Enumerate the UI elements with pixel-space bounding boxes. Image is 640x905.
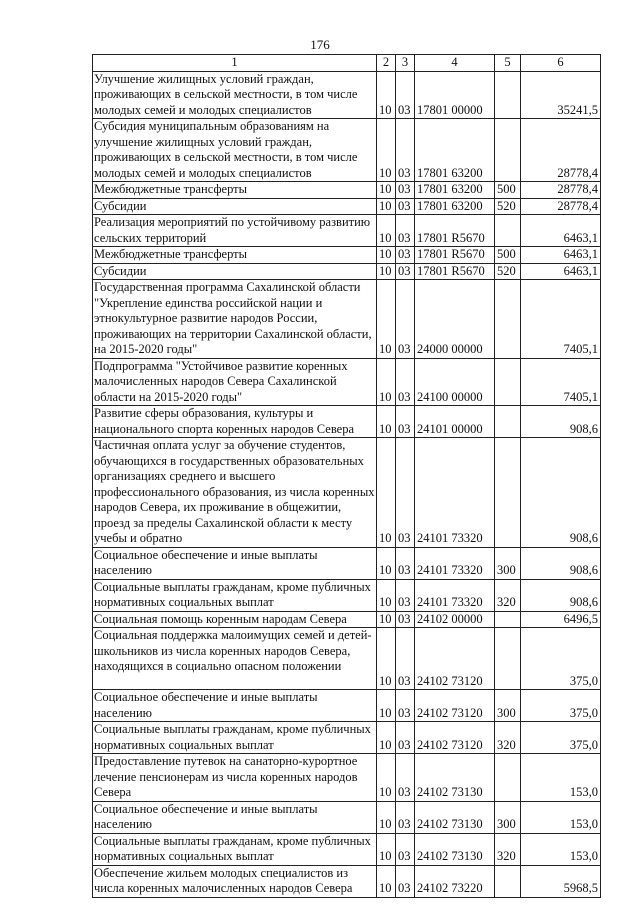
row-expense-type: 320	[495, 579, 521, 611]
row-amount: 35241,5	[521, 71, 601, 119]
row-amount: 28778,4	[521, 119, 601, 182]
row-subsection: 03	[396, 438, 415, 548]
row-subsection: 03	[396, 722, 415, 754]
table-row	[93, 71, 601, 119]
table-row	[93, 865, 601, 897]
row-subsection: 03	[396, 119, 415, 182]
row-target-article: 24102 73220	[415, 865, 495, 897]
row-subsection: 03	[396, 280, 415, 359]
row-section: 10	[377, 722, 396, 754]
row-target-article: 24101 73320	[415, 547, 495, 579]
row-subsection: 03	[396, 690, 415, 722]
row-name: Субсидия муниципальным образованиям на улучшение жилищных условий граждан, проживающих в сельской местности, в том числе молодых семей и молодых специалистов	[93, 119, 377, 182]
row-target-article: 17801 R5670	[415, 215, 495, 247]
row-target-article: 24102 73130	[415, 754, 495, 802]
row-section: 10	[377, 801, 396, 833]
row-subsection: 03	[396, 865, 415, 897]
row-name: Социальное обеспечение и иные выплаты населению	[93, 547, 377, 579]
column-header: 6	[521, 55, 601, 72]
row-name: Реализация мероприятий по устойчивому развитию сельских территорий	[93, 215, 377, 247]
row-name: Социальные выплаты гражданам, кроме публичных нормативных социальных выплат	[93, 579, 377, 611]
row-amount: 153,0	[521, 754, 601, 802]
table-row	[93, 801, 601, 833]
row-subsection: 03	[396, 182, 415, 199]
table-row	[93, 628, 601, 690]
row-subsection: 03	[396, 215, 415, 247]
row-target-article: 24100 00000	[415, 358, 495, 406]
row-name: Социальная помощь коренным народам Севера	[93, 611, 377, 628]
row-name: Социальное обеспечение и иные выплаты населению	[93, 690, 377, 722]
row-expense-type	[495, 611, 521, 628]
row-expense-type	[495, 119, 521, 182]
row-section: 10	[377, 690, 396, 722]
row-expense-type	[495, 358, 521, 406]
row-section: 10	[377, 198, 396, 215]
table-row	[93, 406, 601, 438]
row-subsection: 03	[396, 247, 415, 264]
column-header: 3	[396, 55, 415, 72]
table-row	[93, 247, 601, 264]
row-expense-type: 520	[495, 198, 521, 215]
row-name: Частичная оплата услуг за обучение студентов, обучающихся в государственных образовательных организациях среднего и высшего профессионального образования, из числа коренных народов Севера, их проживание в общежитии, проезд за пределы Сахалинской области к месту учебы и обратно	[94, 438, 375, 545]
table-row	[93, 280, 601, 359]
row-target-article: 24102 00000	[415, 611, 495, 628]
row-subsection: 03	[396, 406, 415, 438]
row-section: 10	[377, 263, 396, 280]
row-name: Субсидии	[93, 263, 377, 280]
row-amount: 6463,1	[521, 263, 601, 280]
row-name: Межбюджетные трансферты	[93, 182, 377, 199]
row-target-article: 24000 00000	[415, 280, 495, 359]
row-section: 10	[377, 119, 396, 182]
row-name: Социальное обеспечение и иные выплаты населению	[93, 801, 377, 833]
row-subsection: 03	[396, 358, 415, 406]
table-row	[93, 754, 601, 802]
row-target-article: 17801 63200	[415, 182, 495, 199]
row-section: 10	[377, 182, 396, 199]
row-subsection: 03	[396, 754, 415, 802]
row-name: Улучшение жилищных условий граждан, проживающих в сельской местности, в том числе молодых семей и молодых специалистов	[93, 71, 377, 119]
row-subsection: 03	[396, 628, 415, 690]
row-expense-type: 300	[495, 801, 521, 833]
row-target-article: 17801 63200	[415, 119, 495, 182]
table-row	[93, 198, 601, 215]
row-section: 10	[377, 280, 396, 359]
row-amount: 153,0	[521, 801, 601, 833]
row-section: 10	[377, 215, 396, 247]
row-amount: 153,0	[521, 833, 601, 865]
row-target-article: 24102 73120	[415, 628, 495, 690]
row-amount: 28778,4	[521, 182, 601, 199]
table-header-row	[93, 55, 601, 72]
row-amount: 28778,4	[521, 198, 601, 215]
row-section: 10	[377, 833, 396, 865]
row-subsection: 03	[396, 801, 415, 833]
row-expense-type	[495, 71, 521, 119]
row-amount: 7405,1	[521, 358, 601, 406]
row-expense-type	[495, 406, 521, 438]
row-subsection: 03	[396, 71, 415, 119]
row-name: Субсидии	[93, 198, 377, 215]
row-amount: 6463,1	[521, 247, 601, 264]
table-row	[93, 215, 601, 247]
row-name: Развитие сферы образования, культуры и национального спорта коренных народов Севера	[93, 406, 377, 438]
column-header: 4	[415, 55, 495, 72]
row-target-article: 17801 R5670	[415, 247, 495, 264]
row-expense-type	[495, 628, 521, 690]
row-section: 10	[377, 247, 396, 264]
row-expense-type	[495, 438, 521, 548]
row-name: Социальная поддержка малоимущих семей и детей-школьников из числа коренных народов Севера, находящихся в социально опасном положении	[93, 628, 377, 690]
row-target-article: 17801 63200	[415, 198, 495, 215]
row-expense-type: 500	[495, 247, 521, 264]
row-expense-type	[495, 280, 521, 359]
row-name: Межбюджетные трансферты	[93, 247, 377, 264]
row-name: Обеспечение жильем молодых специалистов из числа коренных малочисленных народов Севера	[93, 865, 377, 897]
row-section: 10	[377, 406, 396, 438]
row-section: 10	[377, 438, 396, 548]
table-row	[93, 722, 601, 754]
row-amount: 908,6	[521, 547, 601, 579]
row-amount: 908,6	[521, 406, 601, 438]
table-row	[93, 579, 601, 611]
row-expense-type: 300	[495, 547, 521, 579]
row-name: Предоставление путевок на санаторно-курортное лечение пенсионерам из числа коренных народов Севера	[93, 754, 377, 802]
row-target-article: 17801 00000	[415, 71, 495, 119]
row-section: 10	[377, 547, 396, 579]
table-row	[93, 119, 601, 182]
row-expense-type	[495, 754, 521, 802]
table-row	[93, 611, 601, 628]
row-target-article: 24101 73320	[415, 579, 495, 611]
row-subsection: 03	[396, 833, 415, 865]
row-expense-type: 320	[495, 722, 521, 754]
row-amount: 375,0	[521, 628, 601, 690]
row-section: 10	[377, 358, 396, 406]
row-expense-type: 300	[495, 690, 521, 722]
row-target-article: 24102 73130	[415, 833, 495, 865]
row-subsection: 03	[396, 198, 415, 215]
row-amount: 908,6	[521, 438, 601, 548]
row-name: Социальные выплаты гражданам, кроме публичных нормативных социальных выплат	[93, 722, 377, 754]
table-row	[93, 263, 601, 280]
row-expense-type: 500	[495, 182, 521, 199]
row-subsection: 03	[396, 263, 415, 280]
row-subsection: 03	[396, 547, 415, 579]
row-amount: 5968,5	[521, 865, 601, 897]
table-row	[93, 358, 601, 406]
row-expense-type: 520	[495, 263, 521, 280]
row-subsection: 03	[396, 611, 415, 628]
row-target-article: 24102 73130	[415, 801, 495, 833]
column-header: 1	[93, 55, 377, 72]
table-row	[93, 833, 601, 865]
row-subsection: 03	[396, 579, 415, 611]
row-section: 10	[377, 754, 396, 802]
row-section: 10	[377, 628, 396, 690]
row-amount: 375,0	[521, 722, 601, 754]
row-target-article: 24101 73320	[415, 438, 495, 548]
row-amount: 7405,1	[521, 280, 601, 359]
row-amount: 6496,5	[521, 611, 601, 628]
row-amount: 6463,1	[521, 215, 601, 247]
row-expense-type: 320	[495, 833, 521, 865]
column-header: 5	[495, 55, 521, 72]
row-amount: 908,6	[521, 579, 601, 611]
page-number: 176	[310, 37, 330, 52]
row-name: Подпрограмма "Устойчивое развитие коренных малочисленных народов Севера Сахалинской области на 2015-2020 годы"	[93, 358, 377, 406]
row-target-article: 24101 00000	[415, 406, 495, 438]
table-row	[93, 547, 601, 579]
row-name: Социальные выплаты гражданам, кроме публичных нормативных социальных выплат	[93, 833, 377, 865]
column-header: 2	[377, 55, 396, 72]
row-target-article: 24102 73120	[415, 722, 495, 754]
row-section: 10	[377, 611, 396, 628]
row-target-article: 17801 R5670	[415, 263, 495, 280]
row-section: 10	[377, 579, 396, 611]
row-expense-type	[495, 865, 521, 897]
table-row	[93, 182, 601, 199]
row-section: 10	[377, 71, 396, 119]
row-amount: 375,0	[521, 690, 601, 722]
row-target-article: 24102 73120	[415, 690, 495, 722]
row-section: 10	[377, 865, 396, 897]
budget-table	[92, 54, 601, 898]
table-row	[93, 438, 601, 548]
table-row	[93, 690, 601, 722]
row-name: Государственная программа Сахалинской области "Укрепление единства российской нации и этнокультурное развитие народов России, проживающих на территории Сахалинской области, на 2015-2020 годы"	[93, 280, 377, 359]
row-expense-type	[495, 215, 521, 247]
